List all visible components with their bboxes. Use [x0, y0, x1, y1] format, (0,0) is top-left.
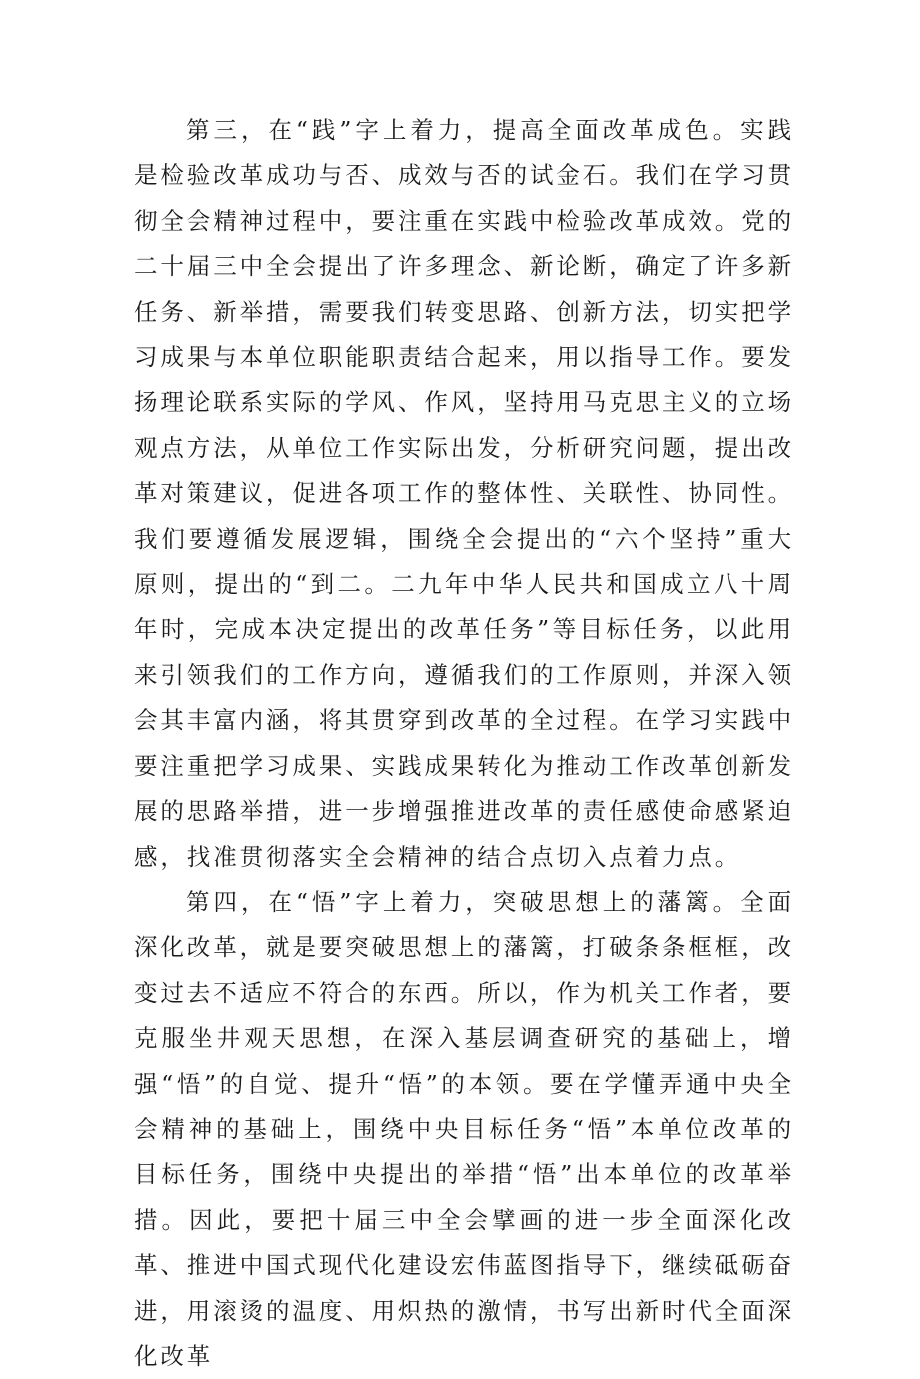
- paragraph-fourth-point: 第四，在“悟”字上着力，突破思想上的藩篱。全面深化改革，就是要突破思想上的藩篱，打破条条框框，改变过去不适应不符合的东西。所以，作为机关工作者，要克服坐井观天思想，在深入基层调查研究的基础上，增强“悟”的自觉、提升“悟”的本领。要在学懂弄通中央全会精神的基础上，围绕中央目标任务“悟”本单位改革的目标任务，围绕中央提出的举措“悟”出本单位的改革举措。因此，要把十届三中全会擘画的进一步全面深化改革、推进中国式现代化建设宏伟蓝图指导下，继续砥砺奋进，用滚烫的温度、用炽热的激情，书写出新时代全面深化改革: [134, 887, 794, 1370]
- paragraph-third-point: 第三，在“践”字上着力，提高全面改革成色。实践是检验改革成功与否、成效与否的试金石。我们在学习贯彻全会精神过程中，要注重在实践中检验改革成效。党的二十届三中全会提出了许多理念、新论断，确定了许多新任务、新举措，需要我们转变思路、创新方法，切实把学习成果与本单位职能职责结合起来，用以指导工作。要发扬理论联系实际的学风、作风，坚持用马克思主义的立场观点方法，从单位工作实际出发，分析研究问题，提出改革对策建议，促进各项工作的整体性、关联性、协同性。我们要遵循发展逻辑，围绕全会提出的“六个坚持”重大原则，提出的“到二。二九年中华人民共和国成立八十周年时，完成本决定提出的改革任务”等目标任务，以此用来引领我们的工作方向，遵循我们的工作原则，并深入领会其丰富内涵，将其贯穿到改革的全过程。在学习实践中要注重把学习成果、实践成果转化为推动工作改革创新发展的思路举措，进一步增强推进改革的责任感使命感紧迫感，找准贯彻落实全会精神的结合点切入点着力点。: [134, 116, 794, 871]
- document-body: [134, 108, 794, 1379]
